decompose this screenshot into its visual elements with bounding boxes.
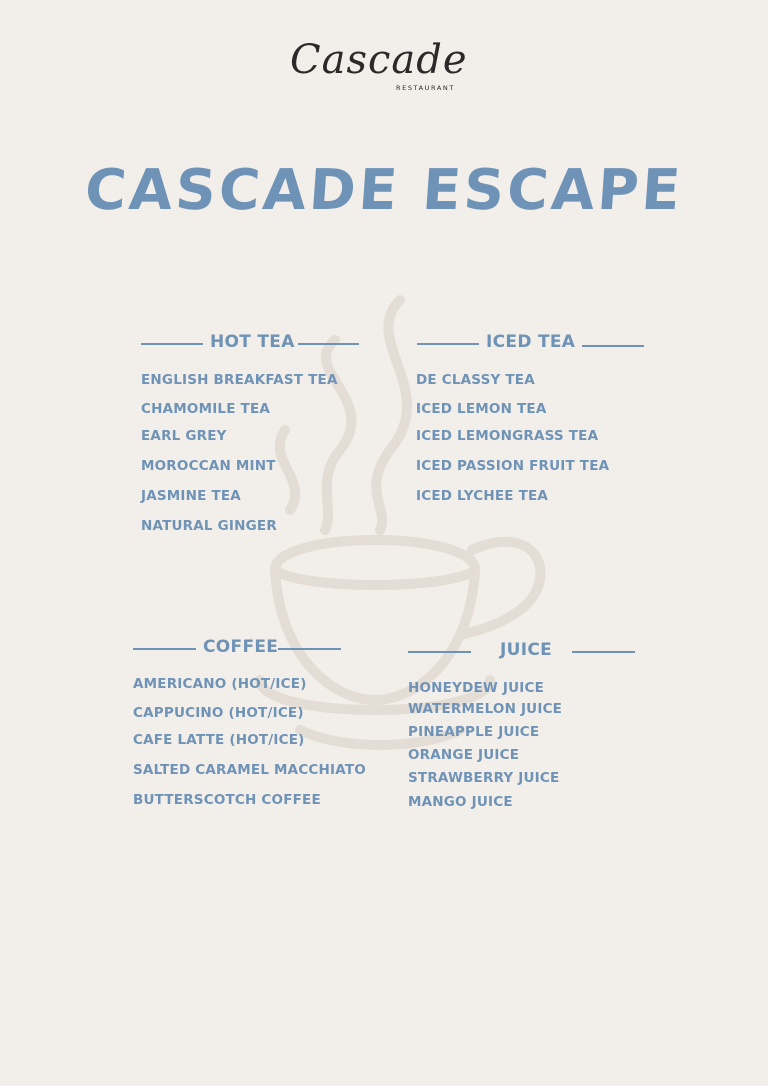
menu-item: SALTED CARAMEL MACCHIATO	[133, 762, 366, 778]
heading-rule-right	[582, 345, 644, 347]
section-coffee	[133, 637, 366, 808]
menu-item: PINEAPPLE JUICE	[408, 724, 540, 740]
section-heading	[416, 332, 646, 356]
logo-subtitle: RESTAURANT	[396, 84, 455, 92]
menu-item: HONEYDEW JUICE	[408, 680, 545, 696]
logo-script-text: Cascade	[290, 37, 468, 83]
section-heading-label: HOT TEA	[210, 332, 295, 352]
menu-item: NATURAL GINGER	[141, 518, 277, 534]
menu-item: ICED LYCHEE TEA	[416, 488, 549, 504]
menu-item: ICED LEMON TEA	[416, 401, 547, 417]
section-hot-tea	[141, 332, 361, 534]
menu-item: ICED LEMONGRASS TEA	[416, 428, 599, 444]
menu-item: MANGO JUICE	[408, 794, 513, 810]
heading-rule-right	[278, 648, 341, 650]
menu-item: DE CLASSY TEA	[416, 372, 535, 388]
menu-item: ORANGE JUICE	[408, 747, 520, 763]
section-iced-tea	[416, 332, 646, 504]
menu-item: EARL GREY	[141, 428, 227, 444]
menu-item: WATERMELON JUICE	[408, 701, 563, 717]
menu-item: AMERICANO (HOT/ICE)	[133, 676, 307, 692]
section-heading-label: COFFEE	[203, 637, 279, 657]
heading-rule-left	[408, 651, 471, 653]
menu-item: BUTTERSCOTCH COFFEE	[133, 792, 321, 808]
menu-item: JASMINE TEA	[141, 488, 241, 504]
heading-rule-left	[417, 343, 479, 345]
menu-item: ICED PASSION FRUIT TEA	[416, 458, 610, 474]
menu-item: ENGLISH BREAKFAST TEA	[141, 372, 338, 388]
menu-item: CAFE LATTE (HOT/ICE)	[133, 732, 305, 748]
heading-rule-right	[298, 343, 359, 345]
heading-rule-left	[133, 648, 196, 650]
menu-title: CASCADE ESCAPE	[82, 158, 686, 223]
menu-item: STRAWBERRY JUICE	[408, 770, 560, 786]
section-heading	[133, 637, 363, 661]
menu-item: CHAMOMILE TEA	[141, 401, 271, 417]
section-heading-label: JUICE	[500, 640, 553, 660]
heading-rule-left	[141, 343, 203, 345]
section-heading	[408, 640, 638, 664]
heading-rule-right	[572, 651, 635, 653]
restaurant-logo	[280, 30, 470, 104]
section-heading	[141, 332, 361, 356]
section-juice	[408, 640, 638, 810]
menu-item: MOROCCAN MINT	[141, 458, 276, 474]
menu-item: CAPPUCINO (HOT/ICE)	[133, 705, 304, 721]
section-heading-label: ICED TEA	[486, 332, 576, 352]
